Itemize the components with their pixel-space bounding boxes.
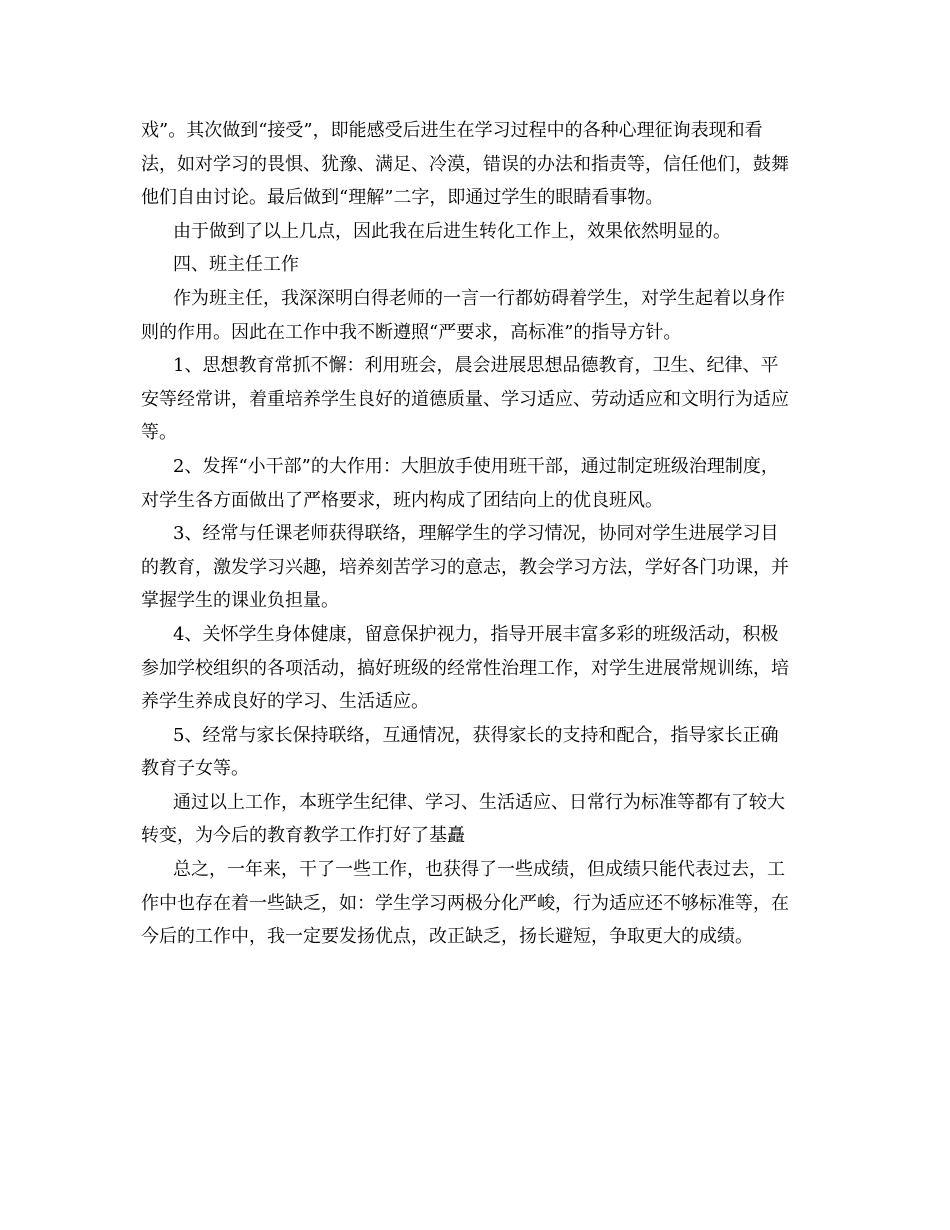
paragraph-line: 总之，一年来，干了一些工作，也获得了一些成绩，但成绩只能代表过去，工 xyxy=(173,859,785,881)
paragraph-line: 通过以上工作，本班学生纪律、学习、生活适应、日常行为标准等都有了较大 xyxy=(173,791,785,813)
paragraph-line: 安等经常讲，着重培养学生良好的道德质量、学习适应、劳动适应和文明行为适应 xyxy=(141,388,789,410)
paragraph-line: 1、思想教育常抓不懈：利用班会，晨会进展思想品德教育，卫生、纪律、平 xyxy=(173,355,779,377)
paragraph-line: 养学生养成良好的学习、生活适应。 xyxy=(141,691,429,713)
paragraph-line: 2、发挥“小干部”的大作用：大胆放手使用班干部，通过制定班级治理制度， xyxy=(173,455,779,477)
paragraph-line: 转变，为今后的教育教学工作打好了基矗 xyxy=(141,825,465,847)
paragraph-line: 由于做到了以上几点，因此我在后进生转化工作上，效果依然明显的。 xyxy=(173,220,731,242)
paragraph-line: 的教育，激发学习兴趣，培养刻苦学习的意志，教会学习方法，学好各门功课，并 xyxy=(141,556,789,578)
paragraph-line: 等。 xyxy=(141,422,177,444)
paragraph-line: 掌握学生的课业负担量。 xyxy=(141,590,339,612)
document-body xyxy=(141,116,813,956)
paragraph-line: 教育子女等。 xyxy=(141,758,249,780)
paragraph-line: 5、经常与家长保持联络，互通情况，获得家长的支持和配合，指导家长正确 xyxy=(173,724,779,746)
paragraph-line: 4、关怀学生身体健康，留意保护视力，指导开展丰富多彩的班级活动，积极 xyxy=(173,623,779,645)
paragraph-line: 参加学校组织的各项活动，搞好班级的经常性治理工作，对学生进展常规训练，培 xyxy=(141,657,789,679)
paragraph-line: 他们自由讨论。最后做到“理解”二字，即通过学生的眼睛看事物。 xyxy=(141,187,664,209)
paragraph-line: 戏”。其次做到“接受”，即能感受后进生在学习过程中的各种心理征询表现和看 xyxy=(141,120,763,141)
paragraph-line: 3、经常与任课老师获得联络，理解学生的学习情况，协同对学生进展学习目 xyxy=(173,523,779,545)
section-heading: 四、班主任工作 xyxy=(173,254,299,276)
paragraph-line: 今后的工作中，我一定要发扬优点，改正缺乏，扬长避短，争取更大的成绩。 xyxy=(141,926,753,948)
paragraph-line: 法，如对学习的畏惧、犹豫、满足、冷漠，错误的办法和指责等，信任他们，鼓舞 xyxy=(141,153,789,175)
paragraph-line: 则的作用。因此在工作中我不断遵照“严要求，高标准”的指导方针。 xyxy=(141,321,682,343)
paragraph-line: 作为班主任，我深深明白得老师的一言一行都妨碍着学生，对学生起着以身作 xyxy=(173,287,785,309)
paragraph-line: 对学生各方面做出了严格要求，班内构成了团结向上的优良班风。 xyxy=(141,489,663,511)
paragraph-line: 作中也存在着一些缺乏，如：学生学习两极分化严峻，行为适应还不够标准等，在 xyxy=(141,892,789,914)
